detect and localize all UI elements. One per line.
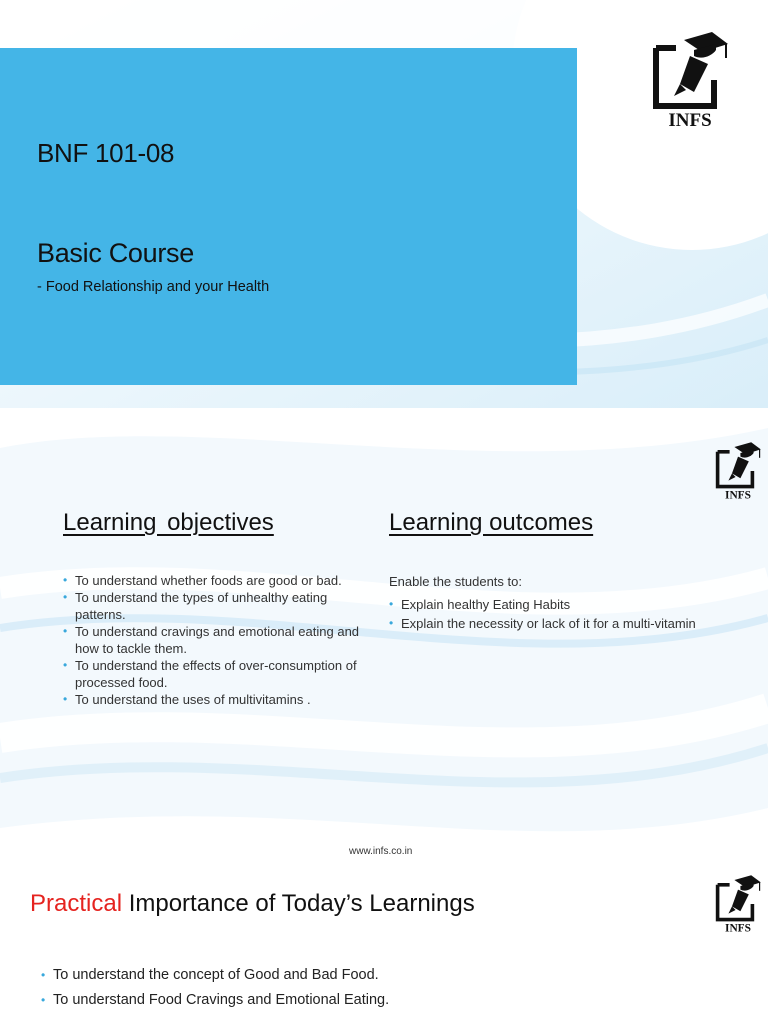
list-item: • To understand cravings and emotional eating and how to tackle them. <box>63 623 363 657</box>
outcomes-heading: Learning outcomes <box>389 509 594 536</box>
course-subtitle: - Food Relationship and your Health <box>37 279 270 295</box>
list-item: • To understand the uses of multivitamins . <box>63 691 363 708</box>
list-item: • To understand Food Cravings and Emotional Eating. <box>41 992 641 1009</box>
practical-title-highlight: Practical <box>30 890 123 917</box>
logo-text: INFS <box>725 922 751 934</box>
infs-logo-icon <box>650 30 730 130</box>
logo-text: INFS <box>668 110 712 130</box>
objectives-heading: Learning objectives <box>63 509 274 536</box>
practical-title <box>30 890 475 918</box>
title-banner <box>0 48 577 385</box>
infs-logo-icon <box>714 874 762 934</box>
logo-text: INFS <box>725 489 751 501</box>
practical-list <box>41 967 641 1017</box>
practical-title-rest: Importance of Today’s Learnings <box>122 890 475 917</box>
list-item: • To understand the effects of over-consumption of processed food. <box>63 657 363 691</box>
course-title: Basic Course <box>37 238 194 268</box>
outcomes-list <box>389 596 709 634</box>
outcomes-intro: Enable the students to: <box>389 574 522 589</box>
list-item: • To understand the concept of Good and Bad Food. <box>41 967 641 984</box>
objectives-list <box>63 572 363 708</box>
list-item: • To understand the types of unhealthy eating patterns. <box>63 589 363 623</box>
infs-logo-icon <box>714 441 762 501</box>
website-url: www.infs.co.in <box>349 846 413 857</box>
list-item: • Explain healthy Eating Habits <box>389 596 709 613</box>
list-item: • Explain the necessity or lack of it for a multi-vitamin <box>389 615 709 632</box>
list-item: • To understand whether foods are good or bad. <box>63 572 363 589</box>
course-code: BNF 101-08 <box>37 138 175 168</box>
